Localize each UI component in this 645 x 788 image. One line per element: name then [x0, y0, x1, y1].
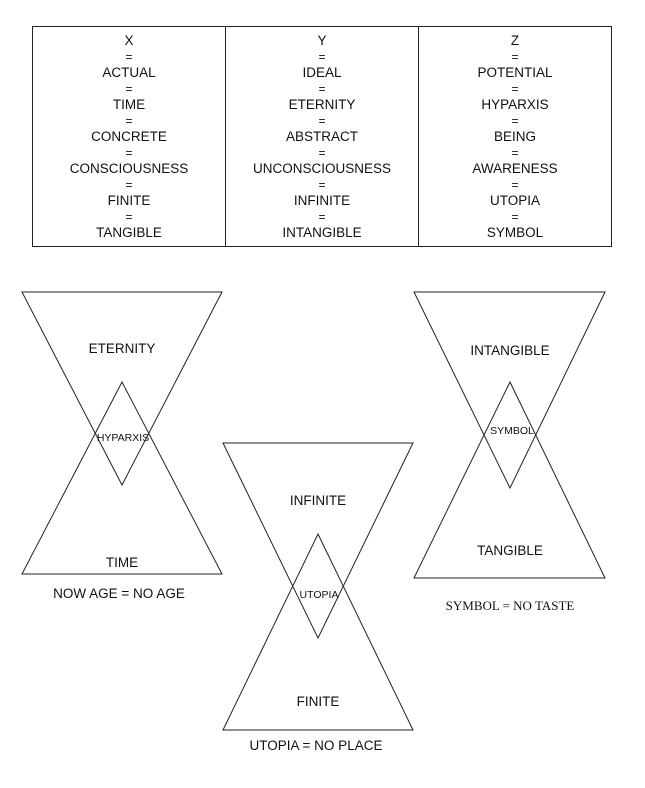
diagram-2-bottom-label: FINITE — [296, 694, 340, 709]
table-cell: CONSCIOUSNESS — [69, 161, 189, 176]
equals-sign: = — [125, 82, 133, 96]
equals-sign: = — [511, 82, 519, 96]
column-header: Y — [317, 33, 327, 48]
table-cell: INTANGIBLE — [282, 225, 362, 240]
diagram-1-bottom-label: TIME — [105, 555, 139, 570]
inverted-triangle-3 — [414, 292, 605, 488]
table-cell: FINITE — [107, 193, 151, 208]
column-header: X — [124, 33, 134, 48]
equals-sign: = — [318, 146, 326, 160]
equals-sign: = — [511, 210, 519, 224]
diagram-2-top-label: INFINITE — [289, 493, 347, 508]
equals-sign: = — [511, 178, 519, 192]
column-header: Z — [510, 33, 520, 48]
diagram-1-center-label: HYPARXIS — [96, 432, 150, 444]
equals-sign: = — [318, 82, 326, 96]
equals-sign: = — [125, 146, 133, 160]
equals-sign: = — [318, 114, 326, 128]
diagram-1-top-label: ETERNITY — [88, 341, 156, 356]
inverted-triangle-2 — [223, 443, 413, 638]
table-cell: SYMBOL — [486, 225, 544, 240]
upright-triangle-1 — [22, 382, 222, 574]
diagram-2-caption: UTOPIA = NO PLACE — [249, 738, 383, 753]
table-cell: ETERNITY — [288, 97, 356, 112]
diagram-3-bottom-label: TANGIBLE — [477, 543, 543, 558]
table-cell: HYPARXIS — [481, 97, 549, 112]
equals-sign: = — [511, 146, 519, 160]
table-cell: ABSTRACT — [285, 129, 358, 144]
equals-sign: = — [318, 178, 326, 192]
table-cell: ACTUAL — [102, 65, 156, 80]
table-cell: IDEAL — [302, 65, 342, 80]
equals-sign: = — [318, 50, 326, 64]
equals-sign: = — [318, 210, 326, 224]
equals-sign: = — [125, 178, 133, 192]
equals-sign: = — [125, 114, 133, 128]
diagram-3-caption: SYMBOL = NO TASTE — [445, 598, 575, 613]
table-cell: CONCRETE — [91, 129, 167, 144]
table-cell: UNCONSCIOUSNESS — [252, 161, 392, 176]
inverted-triangle-1 — [22, 292, 222, 485]
equals-sign: = — [125, 50, 133, 64]
diagram-3-center-label: SYMBOL — [490, 425, 534, 437]
table-cell: TIME — [112, 97, 146, 112]
equals-sign: = — [511, 50, 519, 64]
table-cell: INFINITE — [293, 193, 351, 208]
table-cell: AWARENESS — [472, 161, 558, 176]
equals-sign: = — [511, 114, 519, 128]
diagram-3-top-label: INTANGIBLE — [470, 343, 550, 358]
diagram-1-caption: NOW AGE = NO AGE — [53, 586, 185, 601]
table-cell: UTOPIA — [489, 193, 540, 208]
diagram-2-center-label: UTOPIA — [299, 589, 339, 601]
equals-sign: = — [125, 210, 133, 224]
table-cell: POTENTIAL — [477, 65, 553, 80]
table-cell: TANGIBLE — [96, 225, 162, 240]
table-cell: BEING — [493, 129, 536, 144]
